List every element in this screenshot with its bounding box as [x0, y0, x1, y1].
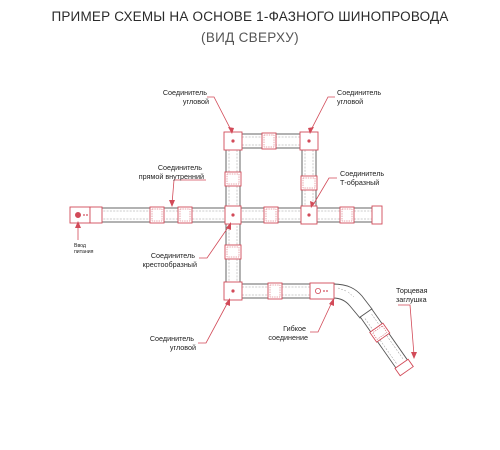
- label-t-connector: Соединитель Т-образный: [340, 169, 385, 187]
- label-corner-bottom: Соединитель угловой: [149, 334, 196, 352]
- label-end-cap: Торцевая заглушка: [396, 286, 428, 304]
- main-end: [372, 206, 382, 224]
- label-corner-top-right: Соединитель угловой: [337, 88, 382, 106]
- flexible-plug: [310, 283, 334, 299]
- label-straight-inner: Соединитель прямой внутренний: [138, 163, 204, 181]
- label-corner-top-left: Соединитель угловой: [162, 88, 209, 106]
- label-power-input: Ввод питания: [74, 243, 94, 255]
- label-flexible: Гибкое соединение: [268, 324, 308, 342]
- label-cross-connector: Соединитель крестообразный: [142, 251, 197, 269]
- diagram-subtitle: (ВИД СВЕРХУ): [201, 30, 299, 45]
- diagram-title: ПРИМЕР СХЕМЫ НА ОСНОВЕ 1-ФАЗНОГО ШИНОПРОВОДА: [51, 9, 449, 24]
